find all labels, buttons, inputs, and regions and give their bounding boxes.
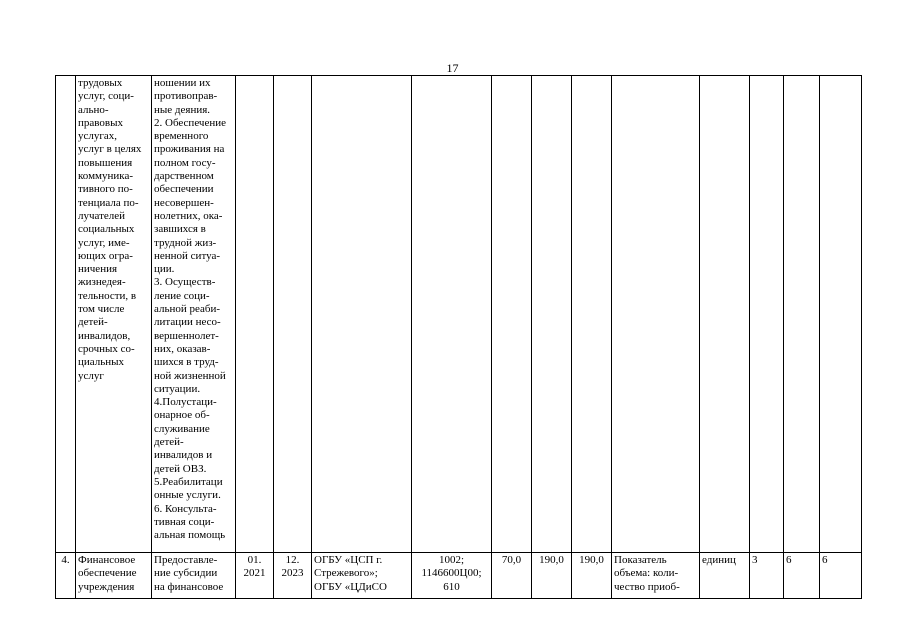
- indicator-cell: [612, 76, 700, 553]
- task-name-cell: трудовых услуг, соци- ально- правовых услугах, услуг в целях повышения коммуника- тивного по- тенциала по- лучателей социальных услуг, име- ющих огра- ничения жизнедея- тельности, в том числе детей- инвалидов, срочных со- циальных услуг: [76, 76, 152, 553]
- table-row: [56, 76, 862, 553]
- funding-2022-cell: [532, 76, 572, 553]
- funding-2021-cell: [492, 76, 532, 553]
- funding-2021-cell: 70,0: [492, 553, 532, 599]
- unit-cell: единиц: [700, 553, 750, 599]
- executor-cell: ОГБУ «ЦСП г. Стрежевого»; ОГБУ «ЦДиСО: [312, 553, 412, 599]
- activity-content-cell: Предоставле- ние субсидии на финансовое: [152, 553, 236, 599]
- task-name-cell: Финансовое обеспечение учреждения: [76, 553, 152, 599]
- funding-2023-cell: 190,0: [572, 553, 612, 599]
- target-2023-cell: 6: [820, 553, 862, 599]
- end-date-cell: [274, 76, 312, 553]
- start-date-cell: 01. 2021: [236, 553, 274, 599]
- target-2021-cell: 3: [750, 553, 784, 599]
- row-number: 4.: [56, 553, 76, 599]
- page-number: 17: [446, 61, 459, 75]
- end-date-cell: 12. 2023: [274, 553, 312, 599]
- program-activities-table: [55, 75, 862, 599]
- activity-content-cell: ношении их противоправ- ные деяния. 2. Обеспечение временного проживания на полном госу- дарственном обеспечении несовершен- нолетних, ока- завшихся в трудной жиз- ненной ситуа- ции. 3. Осуществ- ление соци- альной реаби- литации несо- вершеннолет- них, оказав- шихся в труд- ной жизненной ситуации. 4.Полустаци- онарное об- служивание детей- инвалидов и детей ОВЗ. 5.Реабилитаци онные услуги. 6. Консульта- тивная соци- альная помощь: [152, 76, 236, 553]
- target-2023-cell: [820, 76, 862, 553]
- target-2021-cell: [750, 76, 784, 553]
- indicator-cell: Показатель объема: коли- чество приоб-: [612, 553, 700, 599]
- budget-code-cell: 1002; 1146600Ц00; 610: [412, 553, 492, 599]
- target-2022-cell: 6: [784, 553, 820, 599]
- funding-2023-cell: [572, 76, 612, 553]
- table-row: [56, 553, 862, 599]
- budget-code-cell: [412, 76, 492, 553]
- target-2022-cell: [784, 76, 820, 553]
- row-number: [56, 76, 76, 553]
- executor-cell: [312, 76, 412, 553]
- unit-cell: [700, 76, 750, 553]
- funding-2022-cell: 190,0: [532, 553, 572, 599]
- start-date-cell: [236, 76, 274, 553]
